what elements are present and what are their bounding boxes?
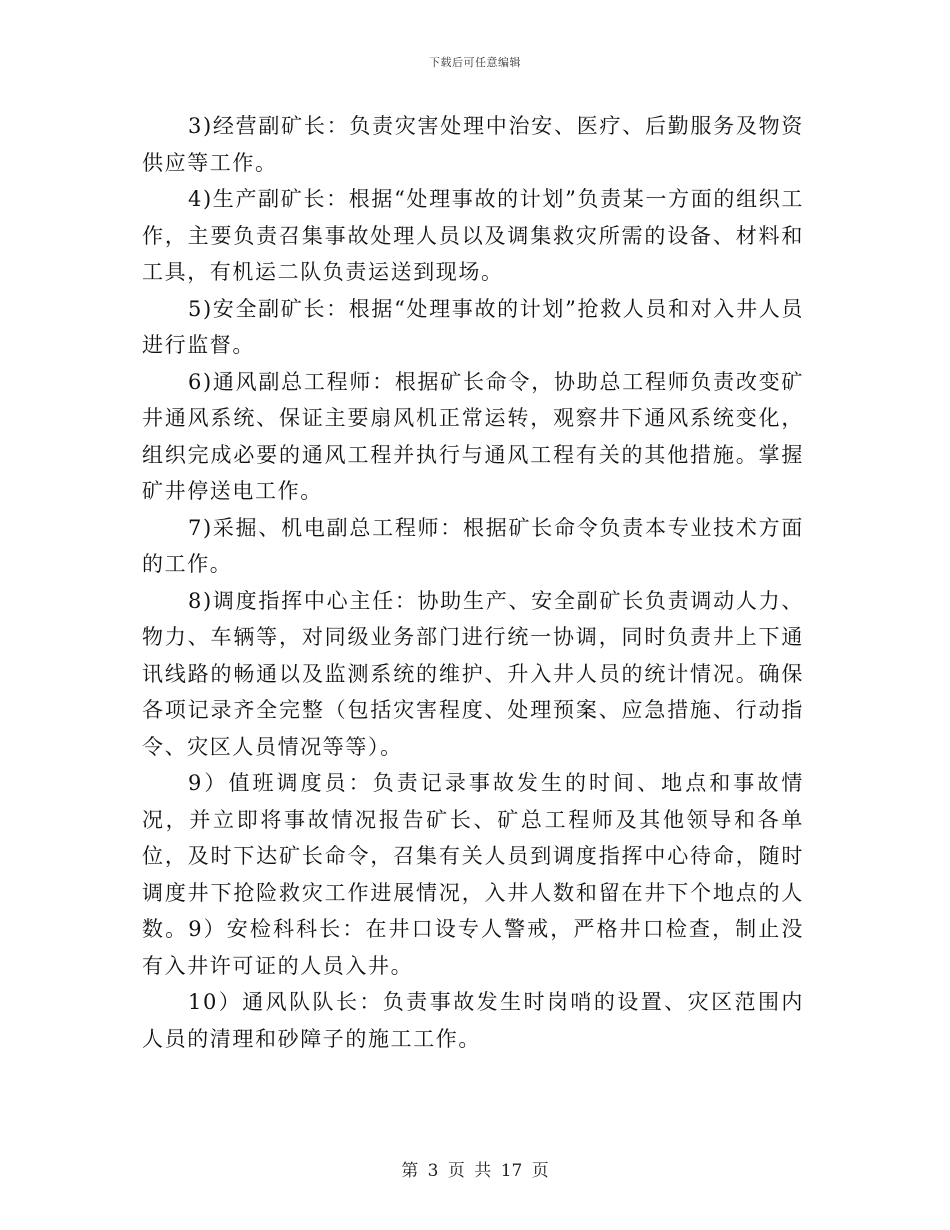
page-number-footer: 第 3 页 共 17 页 [401,1161,549,1181]
paragraph-production-deputy: 4)生产副矿长：根据“处理事故的计划”负责某一方面的组织工作，主要负责召集事故处理人员以及调集救灾所需的设备、材料和工具，有机运二队负责运送到现场。 [142,187,804,284]
paragraph-operations-deputy: 3)经营副矿长：负责灾害处理中治安、医疗、后勤服务及物资供应等工作。 [142,114,804,175]
paragraph-ventilation-team-leader: 10）通风队队长：负责事故发生时岗哨的设置、灾区范围内人员的清理和砂障子的施工工作。 [142,990,804,1051]
paragraph-ventilation-engineer: 6)通风副总工程师：根据矿长命令，协助总工程师负责改变矿井通风系统、保证主要扇风机正常运转，观察井下通风系统变化，组织完成必要的通风工程并执行与通风工程有关的其他措施。掌握矿井停送电工作。 [142,369,804,503]
page-header: 下载后可任意编辑 [429,56,521,69]
paragraph-dispatch-center-director: 8)调度指挥中心主任：协助生产、安全副矿长负责调动人力、物力、车辆等，对同级业务部门进行统一协调，同时负责井上下通讯线路的畅通以及监测系统的维护、升入井人员的统计情况。确保各项记录齐全完整（包括灾害程度、处理预案、应急措施、行动指令、灾区人员情况等等）。 [142,588,804,759]
document-body [142,108,804,1057]
paragraph-mining-electrical-engineer: 7)采掘、机电副总工程师：根据矿长命令负责本专业技术方面的工作。 [142,515,804,576]
paragraph-safety-deputy: 5)安全副矿长：根据“处理事故的计划”抢救人员和对入井人员进行监督。 [142,296,804,357]
paragraph-duty-dispatcher: 9）值班调度员：负责记录事故发生的时间、地点和事故情况，并立即将事故情况报告矿长、矿总工程师及其他领导和各单位，及时下达矿长命令，召集有关人员到调度指挥中心待命，随时调度井下抢险救灾工作进展情况，入井人数和留在井下个地点的人数。9）安检科科长：在井口设专人警戒，严格井口检查，制止没有入井许可证的人员入井。 [142,771,804,978]
